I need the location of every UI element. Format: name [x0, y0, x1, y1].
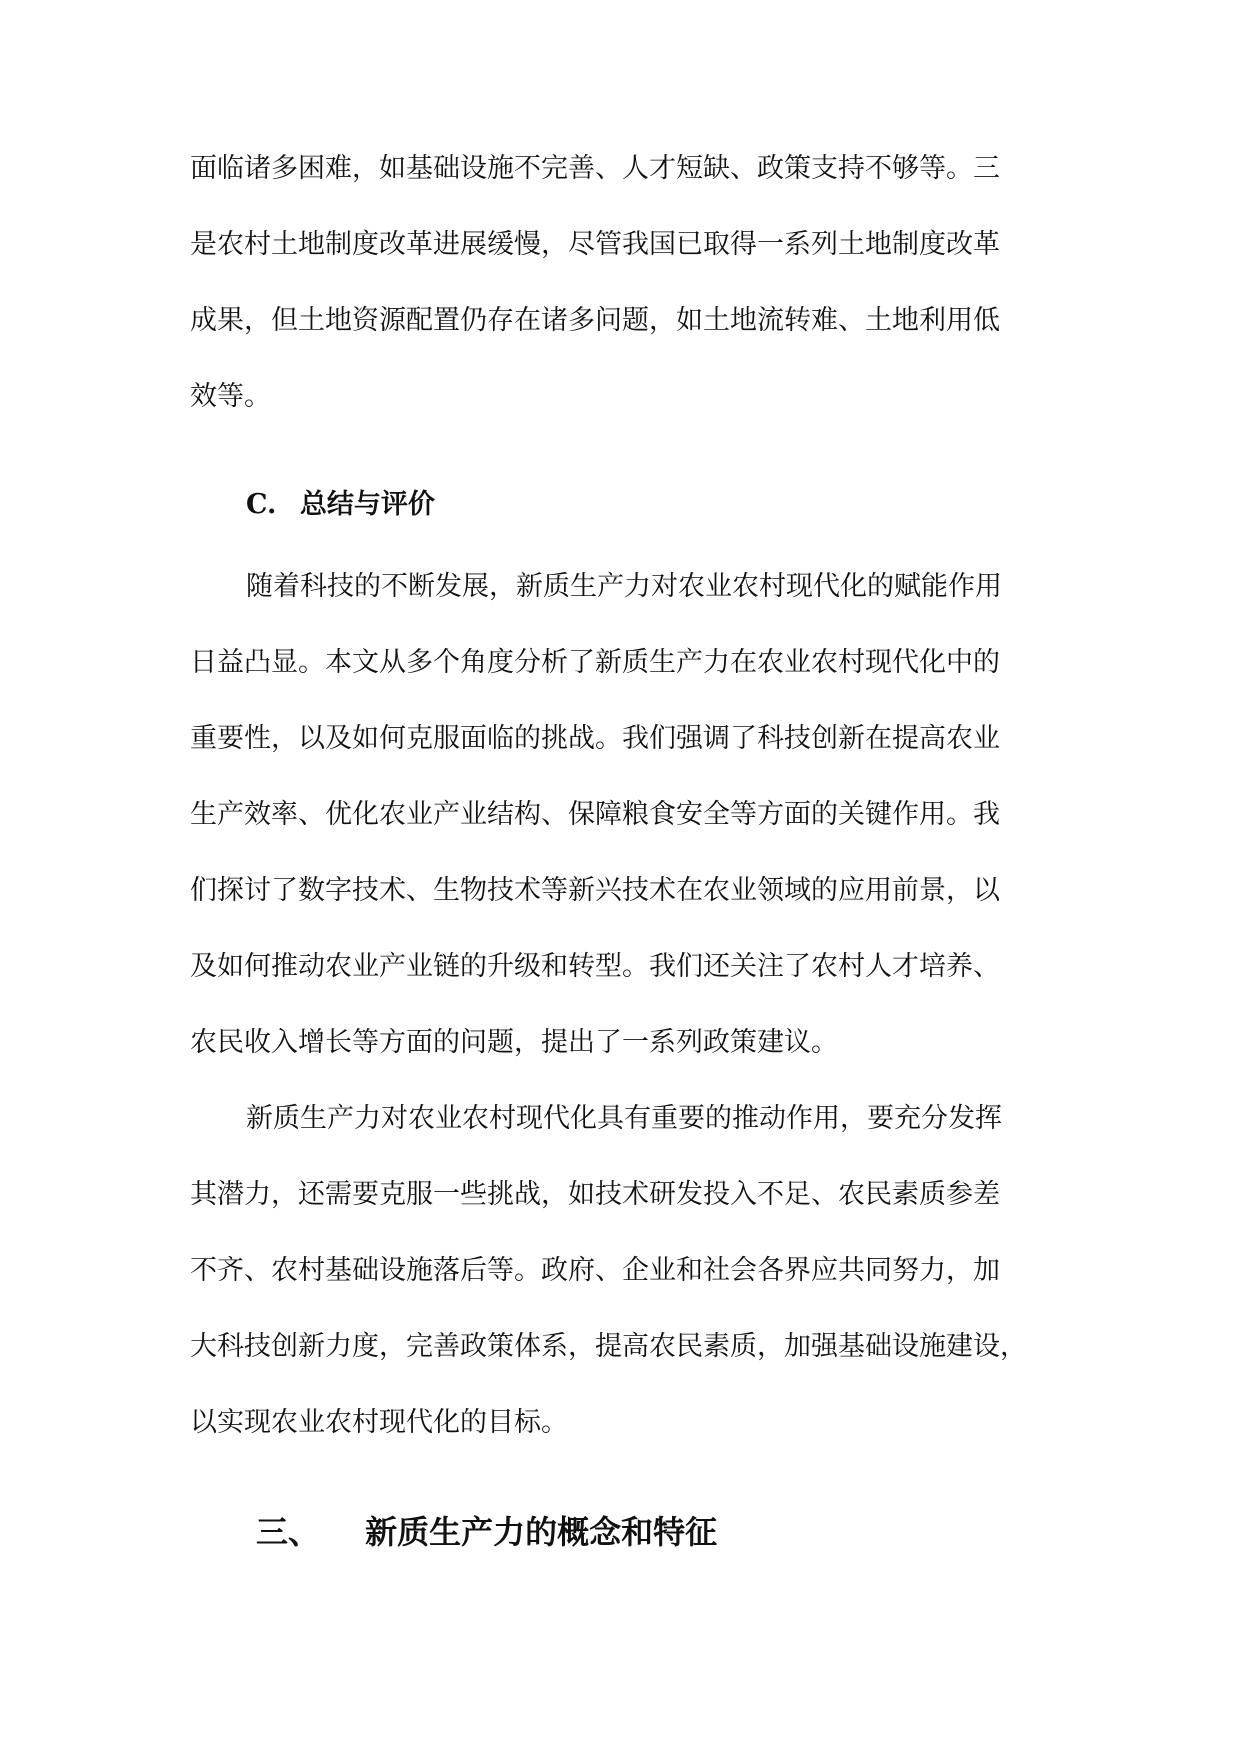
paragraph-line: 其潜力，还需要克服一些挑战，如技术研发投入不足、农民素质参差: [190, 1179, 1000, 1210]
paragraph-line: 日益凸显。本文从多个角度分析了新质生产力在农业农村现代化中的: [190, 647, 1000, 678]
section-number: 三、: [256, 1513, 321, 1551]
section-heading: [256, 1512, 717, 1552]
paragraph-line: 随着科技的不断发展，新质生产力对农业农村现代化的赋能作用: [246, 571, 1002, 602]
subsection-heading: [246, 488, 435, 522]
paragraph-line: 效等。: [190, 381, 271, 412]
paragraph-line: 新质生产力对农业农村现代化具有重要的推动作用，要充分发挥: [246, 1103, 1002, 1134]
paragraph-line: 大科技创新力度，完善政策体系，提高农民素质，加强基础设施建设，: [190, 1331, 1027, 1362]
paragraph-line: 是农村土地制度改革进展缓慢，尽管我国已取得一系列土地制度改革: [190, 229, 1000, 260]
subsection-number: C.: [246, 489, 277, 520]
paragraph-line: 们探讨了数字技术、生物技术等新兴技术在农业领域的应用前景，以: [190, 875, 1000, 906]
paragraph-line: 重要性，以及如何克服面临的挑战。我们强调了科技创新在提高农业: [190, 723, 1000, 754]
paragraph-line: 面临诸多困难，如基础设施不完善、人才短缺、政策支持不够等。三: [190, 153, 1000, 184]
paragraph-line: 及如何推动农业产业链的升级和转型。我们还关注了农村人才培养、: [190, 951, 1000, 982]
section-title: 新质生产力的概念和特征: [365, 1513, 718, 1551]
paragraph-line: 生产效率、优化农业产业结构、保障粮食安全等方面的关键作用。我: [190, 799, 1000, 830]
subsection-title: 总结与评价: [299, 489, 435, 520]
paragraph-line: 以实现农业农村现代化的目标。: [190, 1407, 568, 1438]
paragraph-line: 农民收入增长等方面的问题，提出了一系列政策建议。: [190, 1027, 838, 1058]
paragraph-line: 不齐、农村基础设施落后等。政府、企业和社会各界应共同努力，加: [190, 1255, 1000, 1286]
paragraph-line: 成果，但土地资源配置仍存在诸多问题，如土地流转难、土地利用低: [190, 305, 1000, 336]
